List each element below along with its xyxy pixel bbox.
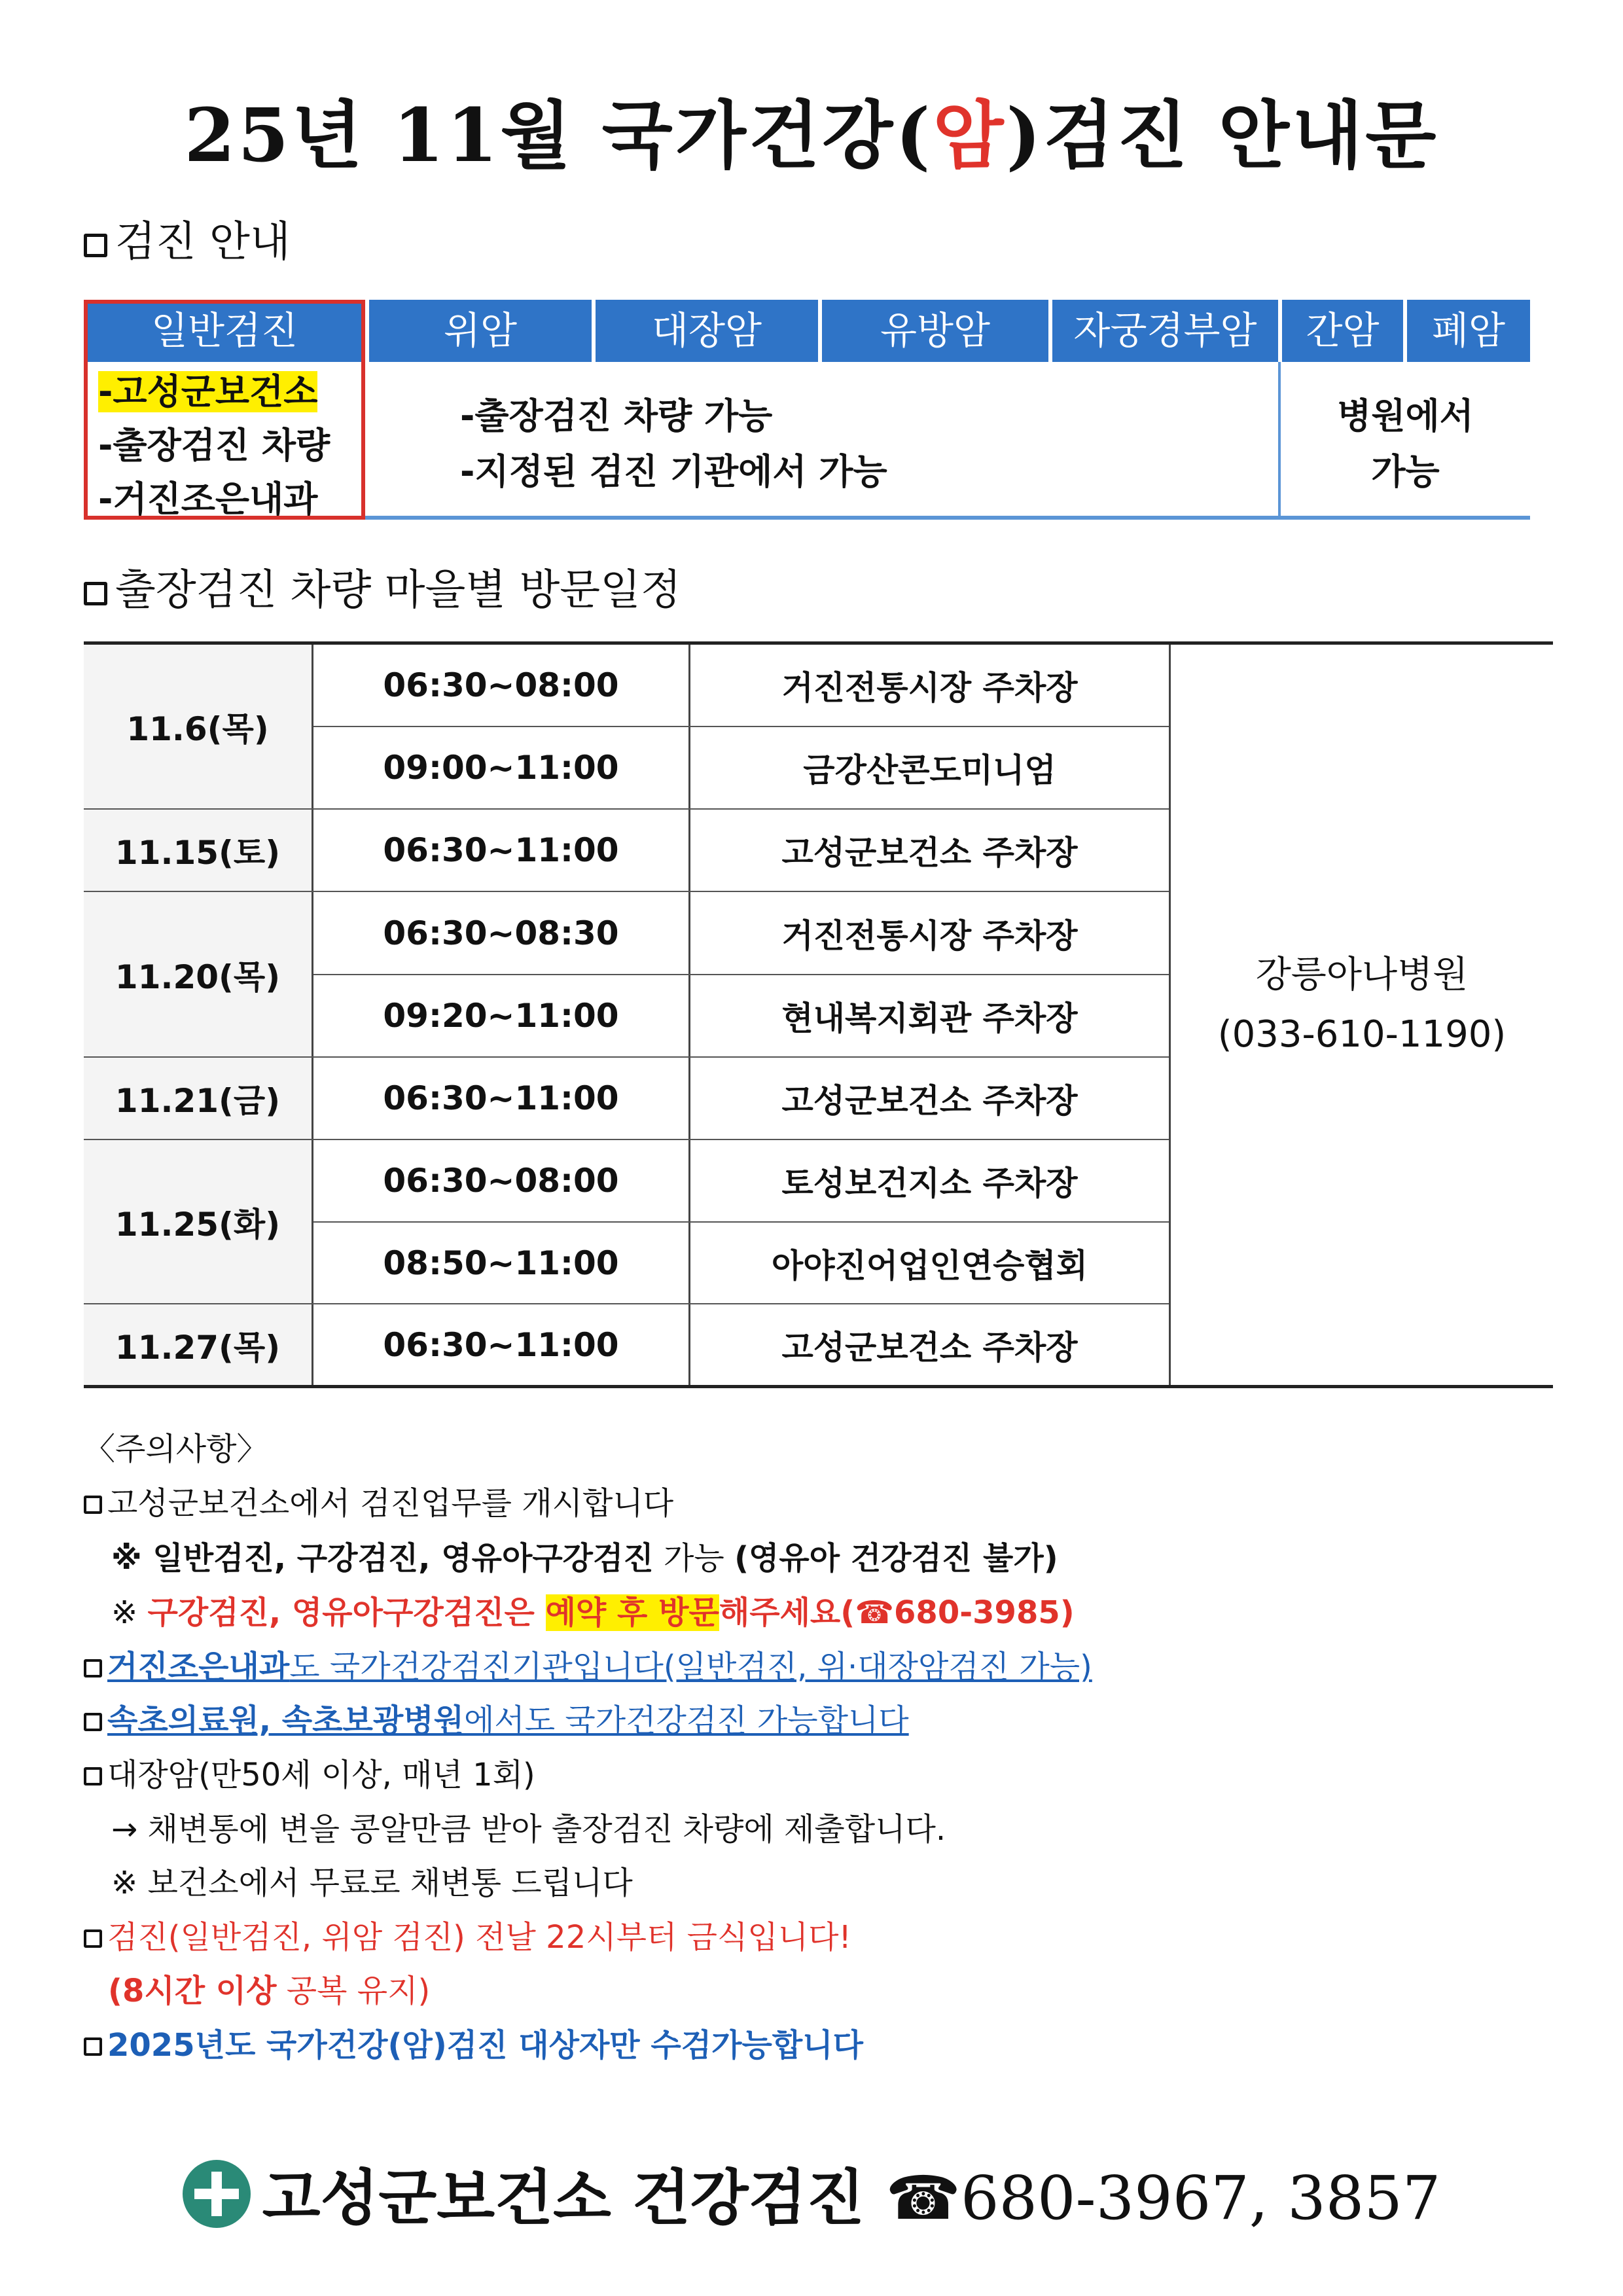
header-general: 일반검진 bbox=[151, 308, 298, 353]
general-location-3: -거진조은내과 bbox=[98, 478, 318, 520]
checkbox-icon bbox=[84, 1713, 102, 1731]
schedule-date: 11.21(금) bbox=[84, 1058, 312, 1139]
checkbox-icon bbox=[84, 1496, 102, 1514]
header-stomach: 위암 bbox=[443, 308, 518, 353]
header-lung: 폐암 bbox=[1431, 308, 1506, 353]
note-3: 속초의료원, 속초보광병원에서도 국가건강검진 가능합니다 bbox=[84, 1695, 909, 1740]
hospital-name: 강릉아나병원 bbox=[1255, 954, 1469, 996]
notes-header: 〈주의사항〉 bbox=[84, 1431, 268, 1467]
title-highlight: 암 bbox=[933, 93, 1007, 179]
schedule-time: 06:30~11:00 bbox=[383, 1325, 619, 1364]
header-liver: 간암 bbox=[1306, 308, 1380, 353]
hospital-phone: (033-610-1190) bbox=[1217, 1013, 1507, 1056]
general-location-1: -고성군보건소 bbox=[98, 371, 318, 412]
visit-schedule-table bbox=[84, 641, 1553, 1388]
footer-phone: ☎680-3967, 3857 bbox=[885, 2163, 1441, 2233]
note-2: 거진조은내과도 국가건강검진기관입니다(일반검진, 위·대장암검진 가능) bbox=[84, 1641, 1092, 1687]
footer bbox=[0, 2150, 1623, 2236]
header-breast: 유방암 bbox=[880, 308, 991, 353]
checkbox-icon bbox=[84, 234, 107, 257]
header-cervical: 자궁경부암 bbox=[1073, 308, 1257, 353]
schedule-date: 11.25(화) bbox=[84, 1140, 312, 1303]
note-4a: → 채변통에 변을 콩알만큼 받아 출장검진 차량에 제출합니다. bbox=[111, 1811, 946, 1848]
schedule-place: 거진전통시장 주차장 bbox=[781, 669, 1078, 707]
checkbox-icon bbox=[84, 1659, 102, 1677]
note-1: 고성군보건소에서 검진업무를 개시합니다 bbox=[84, 1478, 673, 1523]
schedule-place: 현내복지회관 주차장 bbox=[781, 999, 1078, 1037]
section-schedule: 출장검진 차량 마을별 방문일정 bbox=[84, 556, 681, 617]
schedule-time: 09:20~11:00 bbox=[383, 997, 619, 1035]
note-5: 검진(일반검진, 위암 검진) 전날 22시부터 금식입니다! bbox=[84, 1912, 851, 1957]
note-4b: ※ 보건소에서 무료로 채변통 드립니다 bbox=[111, 1865, 633, 1901]
schedule-date: 11.20(목) bbox=[84, 892, 312, 1056]
schedule-time: 06:30~08:00 bbox=[383, 666, 619, 704]
note-4: 대장암(만50세 이상, 매년 1회) bbox=[84, 1749, 535, 1795]
schedule-time: 09:00~11:00 bbox=[383, 749, 619, 787]
schedule-place: 금강산콘도미니엄 bbox=[803, 751, 1056, 789]
section-exam-info: 검진 안내 bbox=[84, 208, 291, 268]
note-1a: ※ 일반검진, 구강검진, 영유아구강검진 가능 (영유아 건강검진 불가) bbox=[111, 1540, 1058, 1577]
note-1b: ※ 구강검진, 영유아구강검진은 예약 후 방문해주세요(☎680-3985) bbox=[111, 1594, 1075, 1631]
schedule-date: 11.15(토) bbox=[84, 810, 312, 891]
exam-type-table bbox=[84, 300, 1530, 522]
schedule-place: 토성보건지소 주차장 bbox=[781, 1164, 1078, 1202]
schedule-place: 고성군보건소 주차장 bbox=[781, 1328, 1078, 1367]
health-center-logo-icon bbox=[183, 2160, 251, 2228]
schedule-time: 06:30~11:00 bbox=[383, 831, 619, 869]
schedule-place: 거진전통시장 주차장 bbox=[781, 916, 1078, 955]
checkbox-icon bbox=[84, 1929, 102, 1948]
schedule-time: 08:50~11:00 bbox=[383, 1244, 619, 1282]
schedule-date: 11.27(목) bbox=[84, 1304, 312, 1385]
header-colon: 대장암 bbox=[651, 308, 762, 353]
hospital-note-2: 가능 bbox=[1371, 451, 1440, 492]
schedule-date: 11.6(목) bbox=[84, 645, 312, 808]
schedule-time: 06:30~08:00 bbox=[383, 1162, 619, 1200]
schedule-place: 고성군보건소 주차장 bbox=[781, 1082, 1078, 1120]
checkbox-icon bbox=[84, 1767, 102, 1785]
checkbox-icon bbox=[84, 582, 107, 605]
schedule-place: 아야진어업인연승협회 bbox=[772, 1246, 1088, 1285]
cancer-exam-note-2: -지정된 검진 기관에서 가능 bbox=[460, 451, 887, 492]
cancer-exam-note-1: -출장검진 차량 가능 bbox=[460, 395, 773, 437]
hospital-note-1: 병원에서 bbox=[1337, 395, 1474, 437]
footer-name: 고성군보건소 건강검진 bbox=[262, 2163, 865, 2233]
note-5a: (8시간 이상 공복 유지) bbox=[108, 1973, 431, 2009]
schedule-time: 06:30~08:30 bbox=[383, 914, 619, 952]
page-title: 25년 11월 국가건강(암)검진 안내문 bbox=[184, 93, 1439, 179]
checkbox-icon bbox=[84, 2037, 102, 2056]
schedule-time: 06:30~11:00 bbox=[383, 1079, 619, 1117]
general-location-2: -출장검진 차량 bbox=[98, 425, 330, 466]
schedule-place: 고성군보건소 주차장 bbox=[781, 834, 1078, 872]
note-6: 2025년도 국가건강(암)검진 대상자만 수검가능합니다 bbox=[84, 2020, 863, 2065]
